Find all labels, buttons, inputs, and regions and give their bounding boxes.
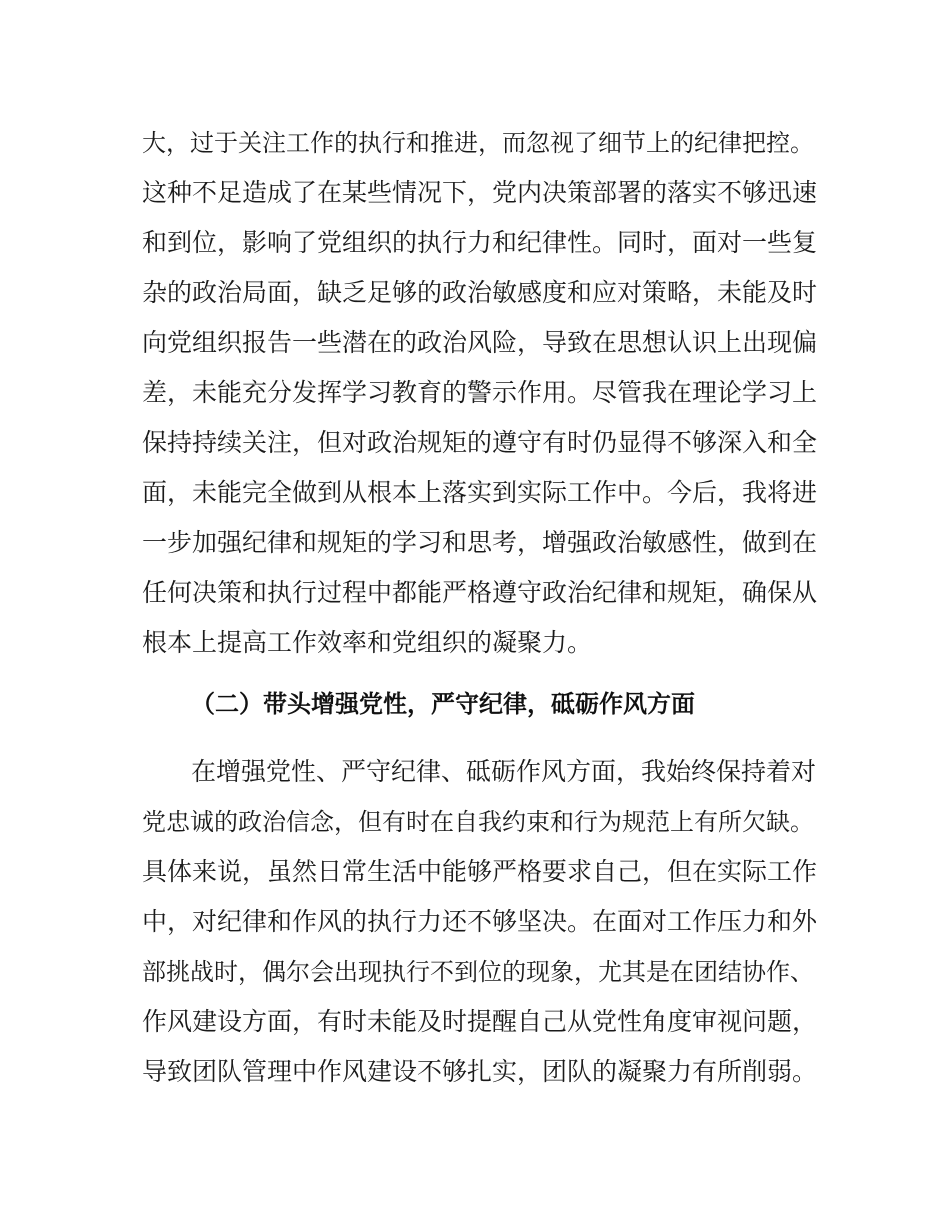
paragraph-line: 差，未能充分发挥学习教育的警示作用。尽管我在理论学习上 — [142, 378, 818, 407]
paragraph-line: 部挑战时，偶尔会出现执行不到位的现象，尤其是在团结协作、 — [142, 958, 814, 986]
paragraph-line: 根本上提高工作效率和党组织的凝聚力。 — [142, 628, 593, 657]
paragraph-line: 一步加强纪律和规矩的学习和思考，增强政治敏感性，做到在 — [142, 528, 818, 557]
paragraph-line: 保持持续关注，但对政治规矩的遵守有时仍显得不够深入和全 — [142, 428, 818, 457]
paragraph-line: 中，对纪律和作风的执行力还不够坚决。在面对工作压力和外 — [142, 907, 818, 936]
paragraph-line: 杂的政治局面，缺乏足够的政治敏感度和应对策略，未能及时 — [142, 278, 818, 307]
paragraph-line: 大，过于关注工作的执行和推进，而忽视了细节上的纪律把控。 — [142, 129, 814, 157]
section-heading: （二）带头增强党性，严守纪律，砥砺作风方面 — [191, 690, 695, 718]
paragraph-line: 向党组织报告一些潜在的政治风险，导致在思想认识上出现偏 — [142, 328, 818, 357]
paragraph-line: 作风建设方面，有时未能及时提醒自己从党性角度审视问题， — [142, 1007, 818, 1036]
paragraph-line: 党忠诚的政治信念，但有时在自我约束和行为规范上有所欠缺。 — [142, 808, 814, 836]
paragraph-line: 面，未能完全做到从根本上落实到实际工作中。今后，我将进 — [142, 478, 818, 507]
paragraph-line: 具体来说，虽然日常生活中能够严格要求自己，但在实际工作 — [142, 857, 818, 886]
paragraph-line: 和到位，影响了党组织的执行力和纪律性。同时，面对一些复 — [142, 228, 818, 257]
paragraph-line: 导致团队管理中作风建设不够扎实，团队的凝聚力有所削弱。 — [142, 1057, 818, 1086]
paragraph-line: 在增强党性、严守纪律、砥砺作风方面，我始终保持着对 — [191, 757, 817, 786]
paragraph-line: 这种不足造成了在某些情况下，党内决策部署的落实不够迅速 — [142, 178, 818, 207]
paragraph-line: 任何决策和执行过程中都能严格遵守政治纪律和规矩，确保从 — [142, 578, 818, 607]
